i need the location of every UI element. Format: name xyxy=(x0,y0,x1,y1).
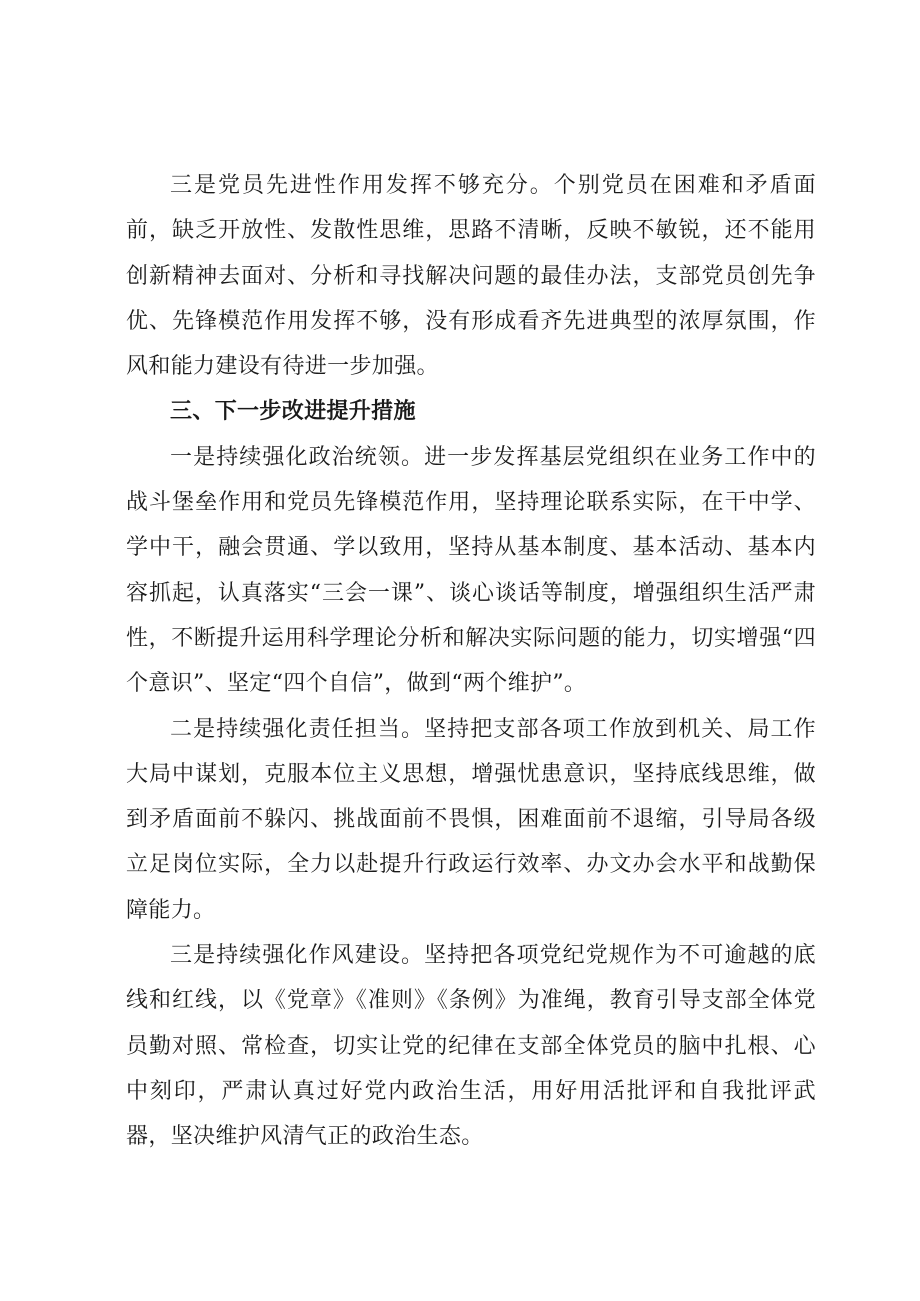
paragraph-measure-responsibility: 二是持续强化责任担当。坚持把支部各项工作放到机关、局工作大局中谋划，克服本位主义思想，增强忧患意识，坚持底线思维，做到矛盾面前不躲闪、挑战面前不畏惧，困难面前不退缩，引导局各级立足岗位实际，全力以赴提升行政运行效率、办文办会水平和战勤保障能力。 xyxy=(126,716,816,923)
paragraph-party-member-role: 三是党员先进性作用发挥不够充分。个别党员在困难和矛盾面前，缺乏开放性、发散性思维，思路不清晰，反映不敏锐，还不能用创新精神去面对、分析和寻找解决问题的最佳办法，支部党员创先争优、先锋模范作用发挥不够，没有形成看齐先进典型的浓厚氛围，作风和能力建设有待进一步加强。 xyxy=(126,173,816,380)
section-heading-improvement-measures: 三、下一步改进提升措施 xyxy=(170,399,416,425)
paragraph-measure-work-style: 三是持续强化作风建设。坚持把各项党纪党规作为不可逾越的底线和红线，以《党章》《准则》《条例》为准绳，教育引导支部全体党员勤对照、常检查，切实让党的纪律在支部全体党员的脑中扎根、心中刻印，严肃认真过好党内政治生活，用好用活批评和自我批评武器，坚决维护风清气正的政治生态。 xyxy=(126,943,816,1150)
paragraph-measure-political-leadership: 一是持续强化政治统领。进一步发挥基层党组织在业务工作中的战斗堡垒作用和党员先锋模范作用，坚持理论联系实际，在干中学、学中干，融会贯通、学以致用，坚持从基本制度、基本活动、基本内容抓起，认真落实“三会一课”、谈心谈话等制度，增强组织生活严肃性，不断提升运用科学理论分析和解决实际问题的能力，切实增强“四个意识”、坚定“四个自信”，做到“两个维护”。 xyxy=(126,444,816,697)
document-body xyxy=(126,163,816,1160)
